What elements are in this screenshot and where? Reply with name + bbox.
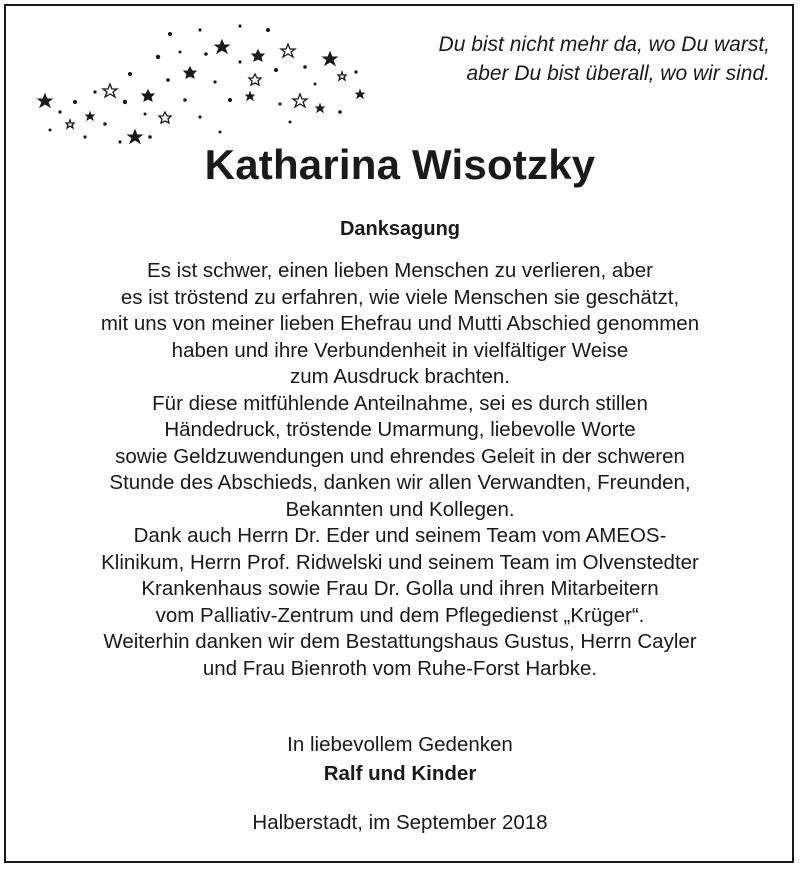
star-dot (198, 115, 201, 118)
star-outline-icon (249, 74, 261, 85)
notice-body (0, 258, 800, 682)
star-dot (103, 122, 107, 126)
body-line: Händedruck, tröstende Umarmung, liebevolle Worte (164, 418, 636, 441)
star-dot (198, 28, 201, 31)
star-icon (246, 92, 254, 100)
body-line: Es ist schwer, einen lieben Menschen zu verlieren, aber (147, 259, 653, 282)
star-dot (278, 102, 281, 105)
star-dot (213, 80, 216, 83)
star-dot (238, 24, 241, 27)
body-line: Stunde des Abschieds, danken wir allen Verwandten, Freunden, (109, 471, 691, 494)
quote-line: Du bist nicht mehr da, wo Du warst, (438, 33, 770, 56)
star-icon (252, 50, 264, 61)
body-line: und Frau Bienroth vom Ruhe-Forst Harbke. (202, 656, 598, 680)
star-dot (168, 32, 172, 36)
star-icon (323, 52, 337, 65)
star-dot (266, 28, 270, 32)
star-dot (144, 113, 147, 116)
star-icon (184, 67, 196, 78)
star-dot (354, 70, 357, 73)
star-icon (142, 90, 154, 101)
star-dot (238, 60, 241, 63)
body-line: vom Palliativ-Zentrum und dem Pflegedienst „Krüger“. (155, 603, 645, 627)
star-dot (289, 121, 292, 124)
body-line: Für diese mitfühlende Anteilnahme, sei es durch stillen (152, 391, 648, 415)
star-icon (316, 104, 324, 112)
star-outline-icon (338, 72, 346, 80)
star-dot (183, 98, 187, 102)
body-line: Dank auch Herrn Dr. Eder und seinem Team vom AMEOS- (133, 524, 667, 547)
closing-block (0, 730, 800, 788)
star-dot (148, 135, 152, 139)
body-line: Krankenhaus sowie Frau Dr. Golla und ihren Mitarbeitern (141, 577, 659, 600)
star-icon (86, 112, 94, 120)
place-date: Halberstadt, im September 2018 (252, 811, 548, 834)
star-icon (215, 40, 229, 53)
star-dot (338, 110, 342, 114)
star-dot (179, 51, 182, 54)
star-dot (73, 100, 77, 104)
notice-heading: Danksagung (339, 218, 461, 240)
star-dot (204, 52, 208, 56)
star-dot (58, 110, 61, 113)
star-dot (228, 98, 232, 102)
body-line: es ist tröstend zu erfahren, wie viele Menschen sie geschätzt, (120, 285, 680, 309)
star-dot (166, 78, 170, 82)
star-icon (356, 90, 364, 98)
body-line: zum Ausdruck brachten. (290, 365, 510, 388)
star-dot (156, 55, 160, 59)
signed-by: Ralf und Kinder (323, 762, 477, 785)
star-dot (123, 100, 127, 104)
star-dot (274, 68, 278, 72)
star-outline-icon (66, 120, 74, 128)
closing-text: In liebevollem Gedenken (287, 733, 513, 756)
star-outline-icon (293, 94, 307, 107)
star-dot (128, 72, 132, 76)
deceased-name: Katharina Wisotzky (204, 141, 596, 188)
body-line: sowie Geldzuwendungen und ehrendes Geleit in der schweren (115, 444, 685, 468)
body-line: Weiterhin danken wir dem Bestattungshaus Gustus, Herrn Cayler (103, 630, 697, 653)
body-line: mit uns von meiner lieben Ehefrau und Mutti Abschied genommen (100, 312, 700, 335)
star-outline-icon (103, 84, 117, 97)
quote-line: aber Du bist überall, wo wir sind. (466, 62, 770, 85)
stars-decoration (30, 12, 370, 152)
star-dot (93, 90, 96, 93)
star-dot (49, 129, 52, 132)
star-dot (83, 135, 86, 138)
star-outline-icon (281, 44, 295, 57)
body-line: Klinikum, Herrn Prof. Ridwelski und seinem Team im Olvenstedter (101, 550, 699, 574)
star-dot (219, 131, 222, 134)
star-icon (38, 94, 52, 107)
quote (439, 30, 770, 88)
star-dot (314, 83, 317, 86)
body-line: Bekannten und Kollegen. (285, 497, 515, 521)
body-line: haben und ihre Verbundenheit in vielfältiger Weise (171, 338, 629, 362)
star-dot (303, 65, 307, 69)
star-outline-icon (159, 112, 171, 123)
